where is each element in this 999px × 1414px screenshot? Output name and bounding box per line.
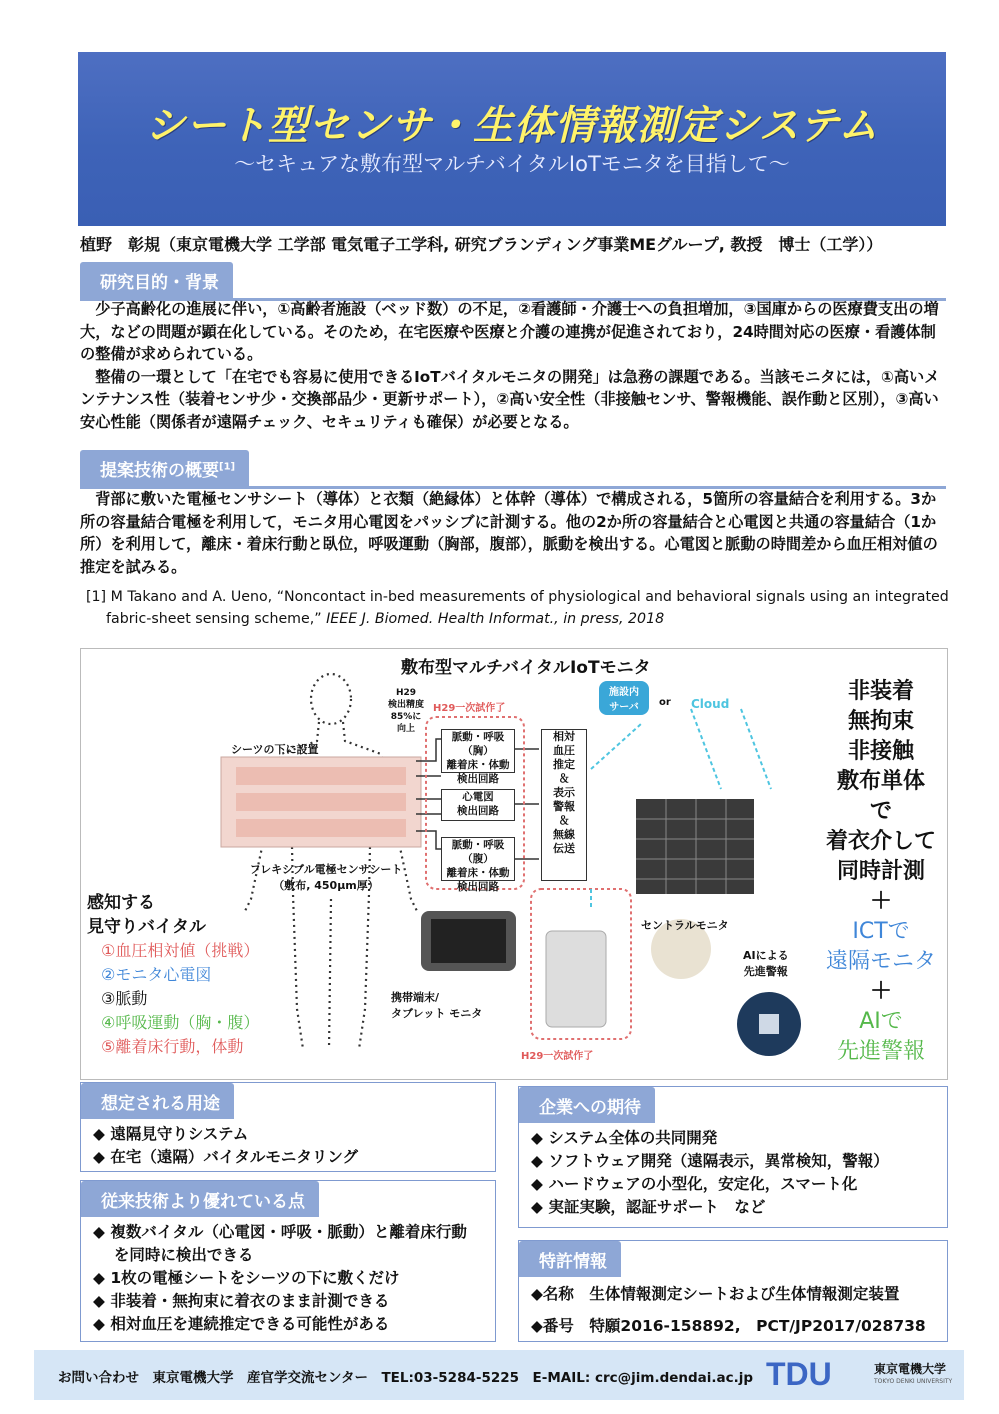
sheet-placement-label: シーツの下に設置 [231, 743, 319, 756]
expectations-list [531, 1127, 889, 1219]
uses-heading: 想定される用途 [81, 1083, 234, 1119]
cloud-label: Cloud [691, 697, 730, 711]
advantage-item: ◆ 1枚の電極シートをシーツの下に敷くだけ [93, 1269, 400, 1287]
sheet-electrode-1 [236, 767, 406, 785]
university-name: 東京電機大学 [874, 1362, 947, 1376]
h29-trial-top: H29一次試作了 [433, 703, 506, 714]
advantages-list [93, 1221, 467, 1336]
sheet-electrode-2 [236, 793, 406, 811]
system-diagram [80, 648, 948, 1080]
advantage-item: ◆ 相対血圧を連続推定できる可能性がある [93, 1315, 390, 1333]
page-subtitle: ～セキュアな敷布型マルチバイタルIoTモニタを目指して～ [234, 152, 790, 176]
feature-line: ＋ [869, 889, 892, 914]
purpose-paragraph-1: 少子高齢化の進展に伴い，①高齢者施設（ベッド数）の不足，②看護師・介護士への負担増加，③国庫からの医療費支出の増大，などの問題が顕在化している。そのため，在宅医療や医療と介護の連携が促進されており，24時間対応の医療・看護体制の整備が求められている。 [80, 300, 939, 363]
use-item: ◆ 遠隔見守りシステム [93, 1125, 249, 1143]
patent-number: ◆番号 特願2016-158892, PCT/JP2017/028738 [531, 1317, 926, 1335]
use-item: ◆ 在宅（遠隔）バイタルモニタリング [93, 1148, 359, 1166]
phone-image [546, 931, 606, 1027]
central-monitor-image [636, 799, 754, 894]
circuit-chest: 脈動・呼吸（胸） 離着床・体動 検出回路 [441, 729, 515, 773]
purpose-body [80, 298, 946, 433]
feature-line: 同時計測 [836, 859, 925, 884]
feature-line: 着衣介して [825, 829, 936, 854]
overview-heading-ref: [1] [219, 461, 236, 473]
ai-chip-core [759, 1014, 779, 1034]
feature-line: 無拘束 [847, 709, 914, 734]
feature-line: AIで [859, 1009, 903, 1034]
circuit-abdomen: 脈動・呼吸（腹） 離着床・体動 検出回路 [441, 837, 515, 881]
vital-item: ⑤離着床行動，体動 [101, 1037, 244, 1056]
footer [34, 1350, 964, 1400]
author-line: 植野 彰規（東京電機大学 工学部 電気電子工学科, 研究ブランディング事業MEグループ, 教授 博士（工学）） [80, 235, 883, 254]
feature-line: 遠隔モニタ [825, 949, 936, 974]
reference-text: [1] M Takano and A. Ueno, “Noncontact in-bed measurements of physiological and behavioral signals using an integrated fabric-sheet sensing scheme,” [86, 589, 949, 627]
university-name-en: TOKYO DENKI UNIVERSITY [874, 1378, 953, 1385]
vital-item: ②モニタ心電図 [101, 965, 212, 984]
advantage-item: ◆ 非装着・無拘束に着衣のまま計測できる [93, 1292, 390, 1310]
vital-item: ③脈動 [101, 989, 148, 1008]
feature-line: 非装着 [847, 679, 914, 704]
overview-body [80, 488, 946, 578]
overview-section [80, 450, 946, 489]
overview-heading-text: 提案技術の概要 [100, 461, 219, 481]
uses-list [93, 1123, 358, 1169]
patent-heading: 特許情報 [519, 1241, 621, 1277]
reference [86, 586, 966, 630]
expectations-heading: 企業への期待 [519, 1087, 655, 1123]
diagram-title: 敷布型マルチバイタルIoTモニタ [401, 658, 651, 678]
overview-paragraph: 背部に敷いた電極センサシート（導体）と衣類（絶縁体）と体幹（導体）で構成される，5箇所の容量結合を利用する。3か所の容量結合電極を利用して，モニタ用心電図をパッシブに計測する。他の2か所の容量結合と心電図と共通の容量結合（1か所）を利用して，離床・着床行動と臥位，呼吸運動（胸部，腹部），脈動を検出する。心電図と脈動の時間差から血圧相対値の推定を試みる。 [80, 490, 938, 576]
advantages-section [80, 1180, 496, 1342]
expectation-item: ◆ ソフトウェア開発（遠隔表示，異常検知，警報） [531, 1152, 889, 1170]
flex-sheet-label: フレキシブル電極センサシート （敷布, 450μm厚） [249, 863, 403, 892]
tdu-logo: TDU [766, 1356, 832, 1392]
h29-accuracy-note: H29 検出精度 85%に 向上 [387, 688, 424, 734]
vital-title-2: 見守りバイタル [87, 917, 206, 937]
feature-column [816, 677, 946, 1067]
advantage-item: を同時に検出できる [93, 1246, 254, 1264]
vital-title-1: 感知する [87, 893, 155, 913]
central-monitor-label: セントラルモニタ [641, 919, 729, 932]
overview-heading [80, 450, 249, 486]
patent-name: ◆名称 生体情報測定シートおよび生体情報測定装置 [531, 1285, 900, 1303]
tablet-screen [431, 919, 506, 963]
feature-line: ＋ [869, 979, 892, 1004]
expectation-item: ◆ システム全体の共同開発 [531, 1129, 718, 1147]
reference-journal: IEEE J. Biomed. Health Informat., in press, 2018 [326, 611, 665, 627]
purpose-section [80, 262, 946, 301]
feature-line: ICTで [852, 919, 910, 944]
purpose-heading: 研究目的・背景 [80, 262, 233, 298]
feature-line: で [869, 799, 892, 824]
sheet-electrode-3 [236, 819, 406, 837]
vital-item: ④呼吸運動（胸・腹） [101, 1013, 260, 1032]
vital-items [87, 939, 259, 1059]
feature-line: 先進警報 [836, 1039, 925, 1064]
contact-info: お問い合わせ 東京電機大学 産官学交流センター TEL:03-5284-5225 E-MAIL: crc@jim.dendai.ac.jp [58, 1370, 754, 1386]
or-label: or [659, 697, 671, 708]
expectation-item: ◆ 実証実験，認証サポート など [531, 1198, 766, 1216]
feature-line: 非接触 [847, 739, 914, 764]
facility-server: 施設内 サーバ [599, 681, 649, 715]
ai-alert-label: AIによる 先進警報 [743, 949, 789, 978]
advantage-item: ◆ 複数バイタル（心電図・呼吸・脈動）と離着床行動 [93, 1223, 467, 1241]
expectations-section [518, 1086, 948, 1228]
feature-line: 敷布単体 [836, 769, 925, 794]
expectation-item: ◆ ハードウェアの小型化，安定化，スマート化 [531, 1175, 858, 1193]
header-banner [78, 52, 946, 226]
purpose-paragraph-2: 整備の一環として「在宅でも容易に使用できるIoTバイタルモニタの開発」は急務の課題である。当該モニタには，①高いメンテナンス性（装着センサ少・交換部品少・更新サポート），②高い安全性（非接触センサ、警報機能、誤作動と区別），③高い安心性能（関係者が遠隔チェック、セキュリティも確保）が必要となる。 [80, 367, 940, 431]
page-title: シート型センサ・生体情報測定システム [145, 103, 879, 149]
vital-item: ①血圧相対値（挑戦） [101, 941, 260, 960]
circuit-ecg: 心電図 検出回路 [441, 789, 515, 821]
uses-section [80, 1082, 496, 1172]
advantages-heading: 従来技術より優れている点 [81, 1181, 319, 1217]
vital-list [87, 891, 259, 1059]
relative-bp-unit: 相対 血圧 推定 ＆ 表示 警報 ＆ 無線 伝送 [541, 729, 587, 881]
h29-trial-bottom: H29一次試作了 [521, 1051, 594, 1062]
tablet-label: 携帯端末/ タブレット モニタ [391, 991, 483, 1020]
patent-section [518, 1240, 948, 1342]
